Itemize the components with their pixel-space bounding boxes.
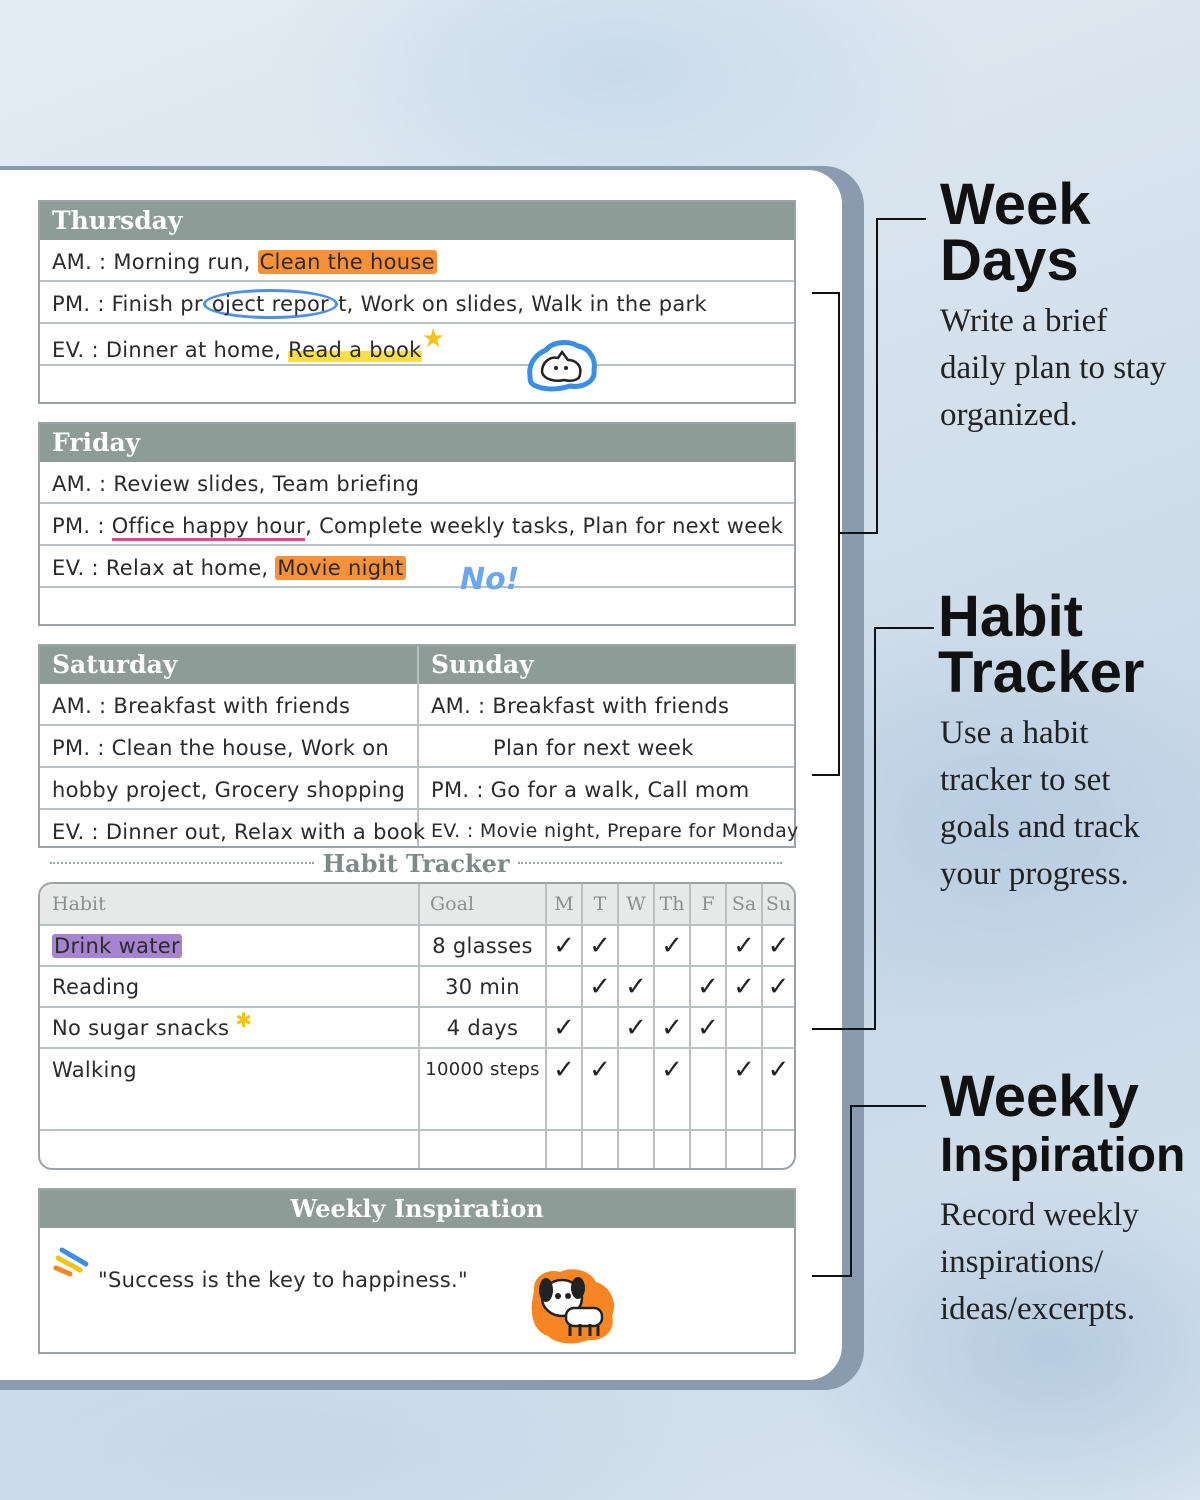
thursday-blank-line: [40, 366, 794, 408]
habit-tracker-heading: [50, 850, 782, 876]
inspiration-connector-bottom: [812, 1275, 850, 1277]
habit-tracker-title-line1: Habit: [938, 584, 1083, 649]
habit-day-cell[interactable]: [583, 967, 619, 1006]
habit-name: Walking: [52, 1057, 137, 1082]
friday-blank-line: [40, 588, 794, 630]
habit-day-cell[interactable]: [727, 967, 763, 1006]
habit-name-cell: [40, 1008, 420, 1047]
habit-day-cell[interactable]: [619, 1008, 655, 1047]
friday-pm: [40, 504, 794, 546]
sparkle-lines-icon: [52, 1240, 92, 1280]
habit-day-cell[interactable]: [763, 1049, 794, 1090]
thursday-pm-circled: oject repor: [203, 289, 338, 319]
checkmark-icon: ✓: [589, 1054, 611, 1085]
checkmark-icon: ✓: [767, 1054, 790, 1085]
thursday-am: [40, 240, 794, 282]
thursday-ev: [40, 324, 794, 366]
week-days-connector-top: [876, 218, 926, 220]
inspiration-title-line2: Inspiration: [940, 1129, 1186, 1182]
checkmark-icon: ✓: [661, 1054, 683, 1085]
habit-day-cell[interactable]: [619, 1049, 655, 1090]
weekend-block: [38, 644, 799, 848]
habit-row: [40, 1049, 794, 1090]
habit-connector-vertical: [874, 627, 876, 1030]
checkmark-icon: ✓: [553, 930, 575, 961]
checkmark-icon: ✓: [767, 930, 790, 961]
week-days-desc-line2: daily plan to stay: [940, 350, 1167, 386]
habit-tracker-desc-line3: goals and track: [940, 809, 1140, 845]
dog-sticker-icon: [526, 1262, 622, 1346]
weekly-inspiration-block: [38, 1188, 796, 1354]
blank-cell: [40, 1131, 420, 1170]
habit-name-cell: [40, 1049, 420, 1090]
blank-cell: [691, 1131, 727, 1170]
checkmark-icon: ✓: [733, 930, 755, 961]
thursday-block: [38, 200, 796, 404]
week-days-desc-line1: Write a brief: [940, 303, 1108, 339]
habit-row: [40, 926, 794, 967]
blank-cell: [547, 1090, 583, 1129]
habit-day-cell[interactable]: [727, 926, 763, 965]
habit-tracker-desc-line2: tracker to set: [940, 762, 1111, 798]
sunday-pm: PM. : Go for a walk, Call mom: [419, 768, 794, 810]
inspiration-desc-line3: ideas/excerpts.: [940, 1291, 1136, 1327]
habit-day-cell[interactable]: [655, 1049, 691, 1090]
saturday-ev: EV. : Dinner out, Relax with a book: [52, 820, 426, 844]
habit-tracker-title: Habit Tracker: [322, 848, 510, 878]
friday-am: AM. : Review slides, Team briefing: [40, 462, 794, 504]
habit-blank-row: [40, 1090, 794, 1131]
sunday-am-line2: Plan for next week: [419, 726, 794, 768]
inspiration-connector-top: [850, 1105, 926, 1107]
habit-day-cell[interactable]: [655, 967, 691, 1006]
habit-day-cell[interactable]: [547, 1008, 583, 1047]
habit-name-cell: [40, 967, 420, 1006]
habit-table-header: [40, 884, 794, 926]
thursday-am-highlight: Clean the house: [259, 250, 435, 274]
week-days-bracket: [812, 292, 840, 776]
checkmark-icon: ✓: [625, 971, 647, 1002]
habit-rows: [40, 926, 794, 1090]
header-day-m: M: [547, 884, 583, 924]
friday-ev-highlight: Movie night: [277, 556, 404, 580]
habit-name: Drink water: [54, 933, 180, 958]
header-day-f: F: [691, 884, 727, 924]
blank-cell: [727, 1090, 763, 1129]
sunday-column: [417, 646, 799, 846]
blank-cell: [547, 1131, 583, 1170]
saturday-title: Saturday: [40, 646, 417, 684]
blank-cell: [655, 1131, 691, 1170]
week-days-title-line1: Week: [940, 172, 1091, 237]
thursday-pm: [40, 282, 794, 324]
blank-cell: [727, 1131, 763, 1170]
inspiration-desc-line2: inspirations/: [940, 1244, 1104, 1280]
checkmark-icon: ✓: [661, 1012, 683, 1043]
habit-day-cell[interactable]: [763, 926, 794, 965]
checkmark-icon: ✓: [733, 971, 755, 1002]
friday-pm-suffix: , Complete weekly tasks, Plan for next week: [305, 514, 784, 538]
blank-cell: [420, 1090, 547, 1129]
header-habit: Habit: [40, 884, 420, 924]
habit-connector-bottom: [812, 1028, 874, 1030]
saturday-pm-line2: hobby project, Grocery shopping: [40, 768, 417, 810]
habit-day-cell[interactable]: [547, 1049, 583, 1090]
header-day-sa: Sa: [727, 884, 763, 924]
checkmark-icon: ✓: [697, 971, 719, 1002]
checkmark-icon: ✓: [589, 971, 611, 1002]
checkmark-icon: ✓: [661, 930, 683, 961]
header-goal: Goal: [420, 884, 547, 924]
habit-goal: 10000 steps: [420, 1049, 547, 1090]
inspiration-title: Weekly Inspiration: [40, 1190, 794, 1228]
sunday-am-line1: AM. : Breakfast with friends: [419, 684, 794, 726]
habit-name: Reading: [52, 974, 140, 999]
habit-day-cell[interactable]: [655, 926, 691, 965]
header-day-t: T: [583, 884, 619, 924]
checkmark-icon: ✓: [553, 1012, 575, 1043]
habit-day-cell[interactable]: [691, 1049, 727, 1090]
habit-name: No sugar snacks: [52, 1015, 230, 1040]
header-day-th: Th: [655, 884, 691, 924]
inspiration-connector-vertical: [850, 1105, 852, 1277]
friday-ev-text: EV. : Relax at home,: [52, 556, 276, 580]
checkmark-icon: ✓: [589, 930, 611, 961]
thursday-ev-text: EV. : Dinner at home,: [52, 338, 289, 362]
friday-ev: [40, 546, 794, 588]
habit-connector-top: [874, 627, 934, 629]
habit-tracker-title-line2: Tracker: [938, 640, 1145, 705]
sunday-ev: EV. : Movie night, Prepare for Monday: [431, 820, 799, 842]
blank-cell: [420, 1131, 547, 1170]
habit-tracker-desc-line1: Use a habit: [940, 715, 1089, 751]
habit-day-cell[interactable]: [691, 967, 727, 1006]
checkmark-icon: ✓: [767, 971, 790, 1002]
checkmark-icon: ✓: [733, 1054, 755, 1085]
habit-goal: 30 min: [420, 967, 547, 1006]
checkmark-icon: ✓: [625, 1012, 647, 1043]
blank-cell: [763, 1090, 794, 1129]
star-sticker-icon: ★: [421, 324, 446, 354]
habit-goal: 8 glasses: [420, 926, 547, 965]
friday-block: [38, 422, 796, 626]
blank-cell: [763, 1131, 794, 1170]
week-days-desc-line3: organized.: [940, 397, 1078, 433]
no-sticker-text: No!: [460, 562, 520, 597]
sunday-title: Sunday: [419, 646, 794, 684]
thursday-title: Thursday: [40, 202, 794, 240]
habit-tracker-desc-line4: your progress.: [940, 856, 1129, 892]
habit-day-cell[interactable]: [763, 967, 794, 1006]
thursday-pm-suffix: t, Work on slides, Walk in the park: [338, 292, 707, 316]
saturday-am: AM. : Breakfast with friends: [40, 684, 417, 726]
inspiration-desc-line1: Record weekly: [940, 1197, 1139, 1233]
habit-day-cell[interactable]: [583, 1049, 619, 1090]
habit-day-cell[interactable]: [691, 1008, 727, 1047]
blank-cell: [619, 1090, 655, 1129]
habit-row: [40, 1008, 794, 1049]
friday-pm-highlight: Office happy hour: [112, 514, 305, 541]
habit-day-cell[interactable]: [583, 1008, 619, 1047]
habit-goal: 4 days: [420, 1008, 547, 1047]
inspiration-title-line1: Weekly: [940, 1064, 1139, 1129]
habit-day-cell[interactable]: [583, 926, 619, 965]
habit-day-cell[interactable]: [727, 1008, 763, 1047]
habit-tracker-table: [38, 882, 796, 1170]
week-days-connector: [840, 532, 876, 534]
habit-blank-row: [40, 1131, 794, 1170]
week-days-title-line2: Days: [940, 228, 1079, 293]
dotted-divider-left: [50, 862, 314, 864]
friday-pm-text: PM. :: [52, 514, 112, 538]
habit-day-cell[interactable]: [547, 967, 583, 1006]
blank-cell: [655, 1090, 691, 1129]
habit-row: [40, 967, 794, 1008]
dotted-divider-right: [518, 862, 782, 864]
blank-cell: [691, 1090, 727, 1129]
checkmark-icon: ✓: [697, 1012, 719, 1043]
friday-title: Friday: [40, 424, 794, 462]
habit-day-cell[interactable]: [619, 967, 655, 1006]
thursday-am-text: AM. : Morning run,: [52, 250, 258, 274]
thursday-ev-highlight: Read a book: [288, 338, 422, 362]
habit-day-cell[interactable]: [655, 1008, 691, 1047]
inspiration-quote: "Success is the key to happiness.": [98, 1268, 468, 1292]
blank-cell: [40, 1090, 420, 1129]
asterisk-sticker-icon: ✱: [235, 1008, 253, 1032]
checkmark-icon: ✓: [553, 1054, 575, 1085]
header-day-su: Su: [765, 893, 792, 915]
habit-day-cell[interactable]: [763, 1008, 794, 1047]
blank-cell: [619, 1131, 655, 1170]
blank-cell: [583, 1131, 619, 1170]
header-day-w: W: [619, 884, 655, 924]
habit-day-cell[interactable]: [619, 926, 655, 965]
thursday-pm-text: PM. : Finish pr: [52, 292, 203, 316]
week-days-connector-vertical: [876, 218, 878, 534]
cat-sticker-icon: [524, 336, 600, 392]
saturday-column: [40, 646, 426, 846]
blank-cell: [583, 1090, 619, 1129]
habit-day-cell[interactable]: [727, 1049, 763, 1090]
habit-day-cell[interactable]: [691, 926, 727, 965]
saturday-pm-line1: PM. : Clean the house, Work on: [40, 726, 417, 768]
habit-name-cell: [40, 926, 420, 965]
habit-day-cell[interactable]: [547, 926, 583, 965]
